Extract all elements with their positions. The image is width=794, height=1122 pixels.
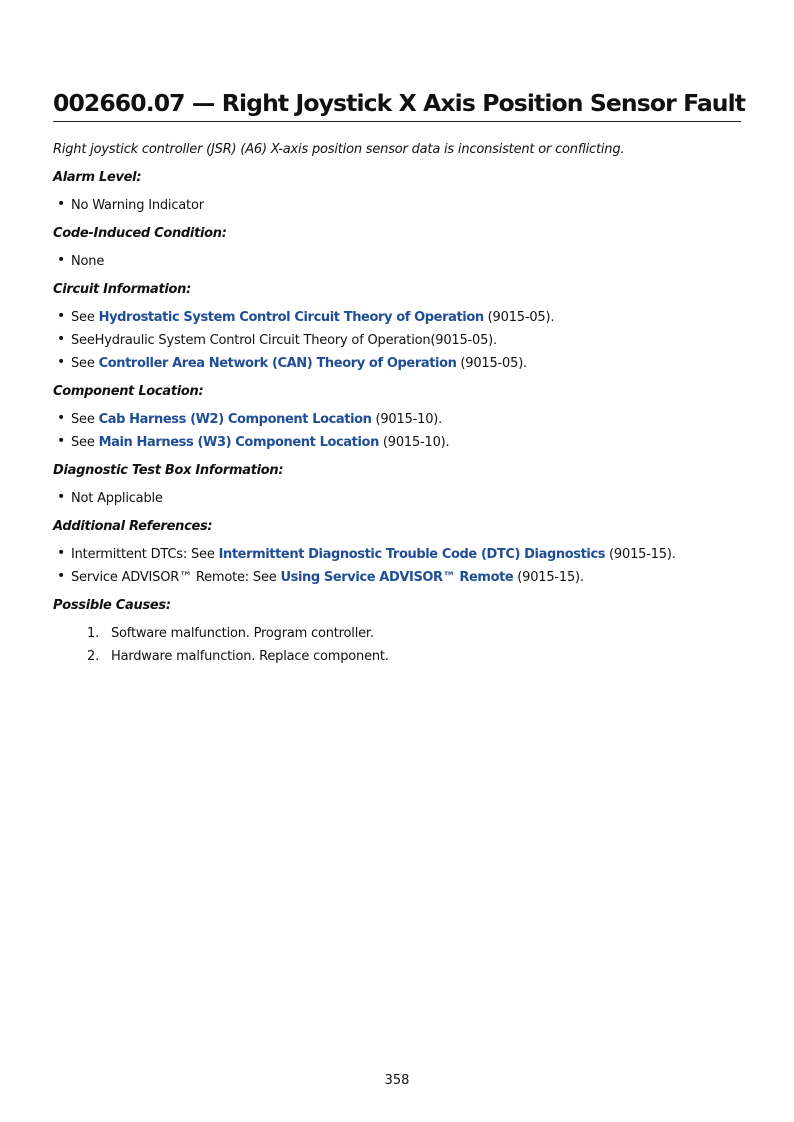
list-item-text: See <box>71 310 99 325</box>
list-item-text: (9015-15). <box>513 570 584 585</box>
section-heading-possible-causes: Possible Causes: <box>53 598 171 613</box>
section-heading-code-induced-condition: Code-Induced Condition: <box>53 226 227 241</box>
list-item-number: 2. <box>87 649 100 664</box>
section-heading-additional-references: Additional References: <box>53 519 213 534</box>
page-title: 002660.07 — Right Joystick X Axis Position Sensor Fault <box>53 86 741 122</box>
page-number: 358 <box>384 1073 410 1088</box>
list-item-number: 1. <box>87 626 100 641</box>
component-location-list <box>53 408 741 454</box>
list-item-text: See <box>71 356 99 371</box>
list-item <box>53 566 741 589</box>
code-induced-condition-list <box>53 250 741 273</box>
list-item: • No Warning Indicator <box>53 194 741 217</box>
circuit-information-list <box>53 306 741 375</box>
list-item-text: See <box>71 412 99 427</box>
section-heading-diagnostic-test-box: Diagnostic Test Box Information: <box>53 463 284 478</box>
document-body <box>53 138 741 668</box>
possible-causes-list <box>53 622 741 668</box>
list-item-text: (9015-15). <box>605 547 676 562</box>
list-item-text: Software malfunction. Program controller. <box>111 626 374 641</box>
list-item-text: (9015-10). <box>371 412 443 427</box>
link-using-service-advisor-remote[interactable]: Using Service ADVISOR™ Remote <box>280 570 514 585</box>
list-item <box>53 622 741 645</box>
list-item <box>53 431 741 454</box>
link-can-theory-of-operation[interactable]: Controller Area Network (CAN) Theory of Operation <box>98 356 457 371</box>
list-item-text: (9015-10). <box>378 435 450 450</box>
list-item <box>53 352 741 375</box>
section-heading-component-location: Component Location: <box>53 384 204 399</box>
fault-summary: Right joystick controller (JSR) (A6) X-axis position sensor data is inconsistent or conflicting. <box>53 142 625 157</box>
list-item: • None <box>53 250 741 273</box>
link-main-harness-w3-location[interactable]: Main Harness (W3) Component Location <box>98 435 379 450</box>
list-item <box>53 306 741 329</box>
section-heading-circuit-information: Circuit Information: <box>53 282 192 297</box>
section-heading-alarm-level: Alarm Level: <box>53 170 142 185</box>
list-item-text: SeeHydraulic System Control Circuit Theory of Operation(9015-05). <box>71 333 497 348</box>
list-item-text: (9015-05). <box>456 356 527 371</box>
list-item <box>53 329 741 352</box>
alarm-level-list <box>53 194 741 217</box>
list-item <box>53 543 741 566</box>
list-item-text: Hardware malfunction. Replace component. <box>111 649 389 664</box>
list-item <box>53 645 741 668</box>
list-item: • Not Applicable <box>53 487 741 510</box>
link-cab-harness-w2-location[interactable]: Cab Harness (W2) Component Location <box>98 412 372 427</box>
link-intermittent-dtc-diagnostics[interactable]: Intermittent Diagnostic Trouble Code (DTC) Diagnostics <box>218 547 606 562</box>
list-item <box>53 408 741 431</box>
list-item-text: Intermittent DTCs: See <box>71 547 219 562</box>
list-item-text: See <box>71 435 99 450</box>
list-item-text: Service ADVISOR™ Remote: See <box>71 570 281 585</box>
list-item-text: (9015-05). <box>483 310 555 325</box>
additional-references-list <box>53 543 741 589</box>
link-hydrostatic-system-control-theory[interactable]: Hydrostatic System Control Circuit Theory of Operation <box>98 310 484 325</box>
diagnostic-test-box-list <box>53 487 741 510</box>
